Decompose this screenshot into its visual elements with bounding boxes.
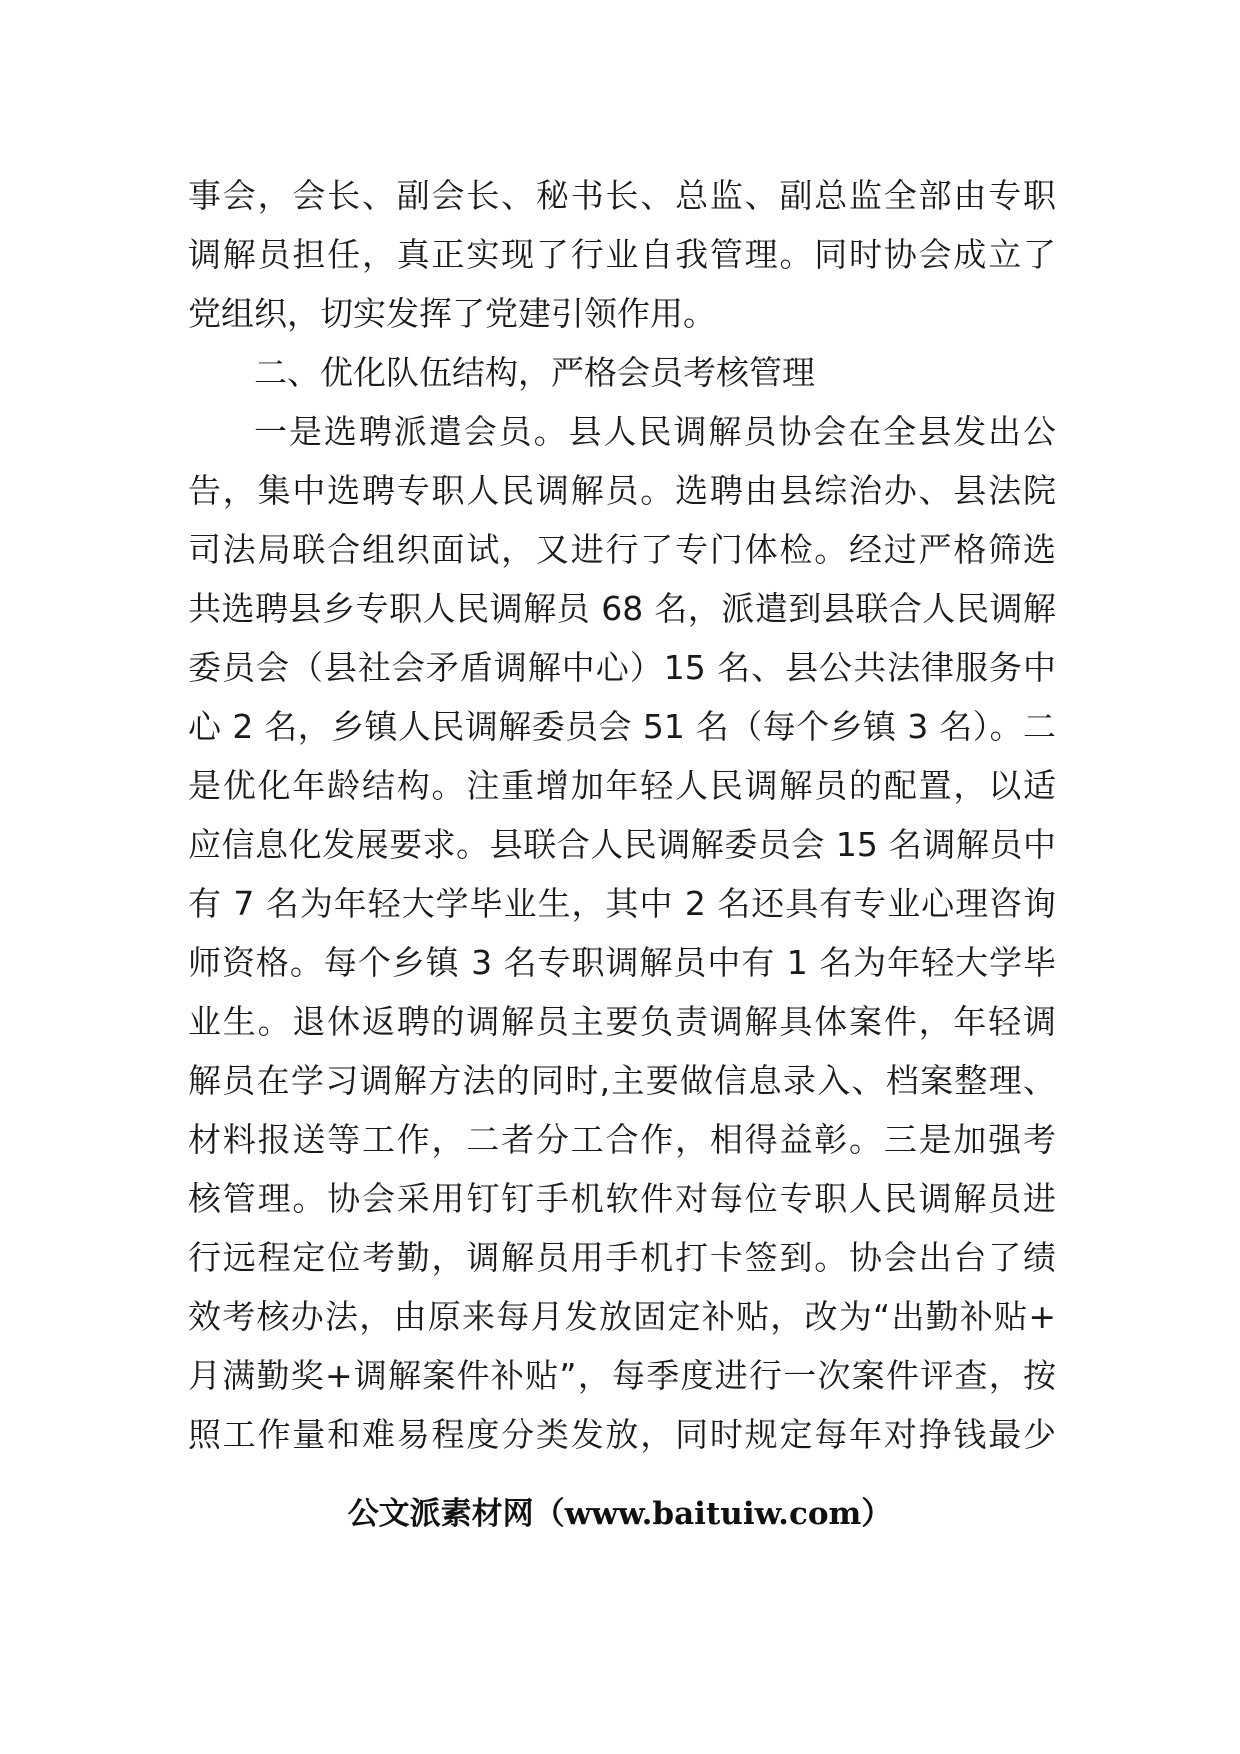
footer-watermark: 公文派素材网（www.baituiw.com） bbox=[347, 1496, 893, 1532]
text-line: 应信息化发展要求。县联合人民调解委员会 15 名调解员中 bbox=[188, 825, 1056, 864]
text-line: 一是选聘派遣会员。县人民调解员协会在全县发出公 bbox=[254, 412, 1056, 451]
text-line: 行远程定位考勤，调解员用手机打卡签到。协会出台了绩 bbox=[188, 1238, 1056, 1277]
text-line: 委员会（县社会矛盾调解中心）15 名、县公共法律服务中 bbox=[188, 648, 1056, 687]
text-line: 告，集中选聘专职人民调解员。选聘由县综治办、县法院 bbox=[188, 471, 1056, 510]
text-line: 照工作量和难易程度分类发放，同时规定每年对挣钱最少 bbox=[188, 1415, 1056, 1454]
text-line: 效考核办法，由原来每月发放固定补贴，改为“出勤补贴+ bbox=[188, 1297, 1056, 1336]
section-heading bbox=[188, 343, 1056, 402]
text-line: 材料报送等工作，二者分工合作，相得益彰。三是加强考 bbox=[188, 1120, 1056, 1159]
text-line: 是优化年龄结构。注重增加年轻人民调解员的配置，以适 bbox=[188, 766, 1056, 805]
document-body bbox=[188, 166, 1056, 1464]
text-line: 业生。退休返聘的调解员主要负责调解具体案件，年轻调 bbox=[188, 1002, 1056, 1041]
section-heading-text: 二、优化队伍结构，严格会员考核管理 bbox=[254, 353, 815, 392]
text-line: 师资格。每个乡镇 3 名专职调解员中有 1 名为年轻大学毕 bbox=[188, 943, 1056, 982]
text-line: 调解员担任，真正实现了行业自我管理。同时协会成立了 bbox=[188, 235, 1056, 274]
text-line: 司法局联合组织面试，又进行了专门体检。经过严格筛选 bbox=[188, 530, 1056, 569]
text-line: 解员在学习调解方法的同时,主要做信息录入、档案整理、 bbox=[188, 1061, 1056, 1100]
text-line: 事会，会长、副会长、秘书长、总监、副总监全部由专职 bbox=[188, 176, 1056, 215]
text-line: 心 2 名，乡镇人民调解委员会 51 名（每个乡镇 3 名）。二 bbox=[188, 707, 1056, 746]
text-line: 月满勤奖+调解案件补贴”，每季度进行一次案件评查，按 bbox=[188, 1356, 1056, 1395]
text-line: 有 7 名为年轻大学毕业生，其中 2 名还具有专业心理咨询 bbox=[188, 884, 1056, 923]
text-line: 党组织，切实发挥了党建引领作用。 bbox=[188, 294, 716, 333]
text-line: 核管理。协会采用钉钉手机软件对每位专职人民调解员进 bbox=[188, 1179, 1056, 1218]
paragraph-party-organization bbox=[188, 166, 1056, 343]
text-line: 共选聘县乡专职人民调解员 68 名，派遣到县联合人民调解 bbox=[188, 589, 1056, 628]
paragraph-team-structure bbox=[188, 402, 1056, 1464]
